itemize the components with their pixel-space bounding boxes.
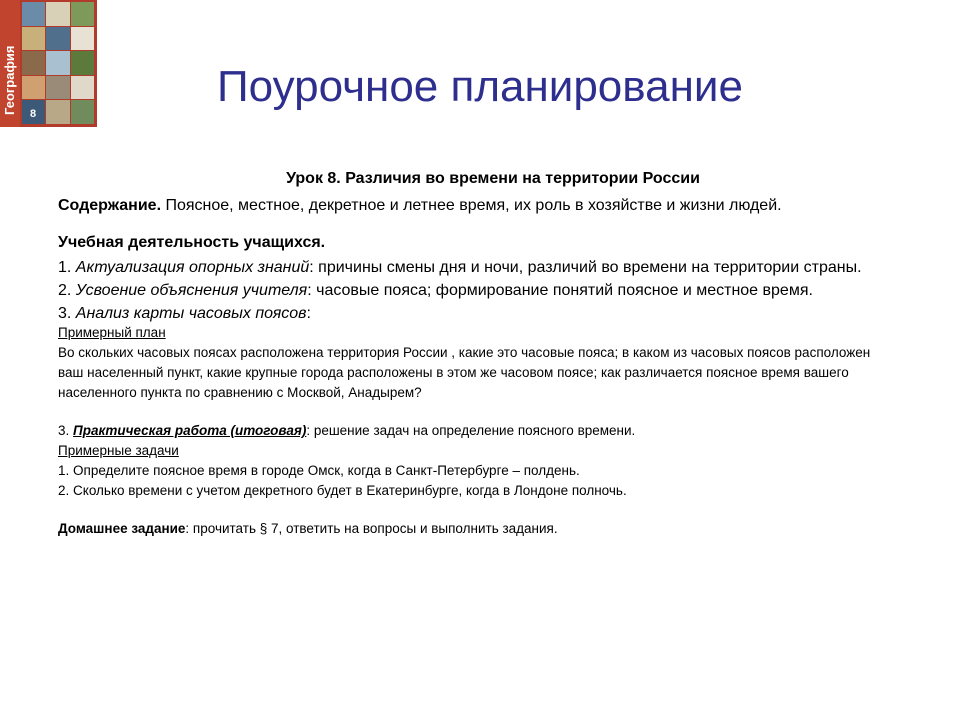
cover-photo-tile [22, 2, 45, 26]
content-paragraph [58, 196, 888, 215]
activity-item-1: 1. Актуализация опорных знаний: причины смены дня и ночи, различий во времени на территории страны. [58, 259, 862, 276]
task-item: 1. Определите поясное время в городе Омск, когда в Санкт-Петербурге – полдень. [58, 463, 580, 478]
sample-plan-label: Примерный план [58, 325, 166, 340]
activity-item-2: 2. Усвоение объяснения учителя: часовые пояса; формирование понятий поясное и местное время. [58, 282, 813, 299]
practical-work: 3. Практическая работа (итоговая): решение задач на определение поясного времени. [58, 423, 636, 438]
homework-label: Домашнее задание [58, 521, 186, 536]
lesson-plan-body [58, 170, 888, 539]
activity-heading: Учебная деятельность учащихся. [58, 234, 326, 251]
content-label: Содержание. [58, 197, 162, 214]
lesson-title: Урок 8. Различия во времени на территории России [286, 170, 700, 187]
task-item: 2. Сколько времени с учетом декретного будет в Екатеринбурге, когда в Лондоне полночь. [58, 483, 627, 498]
sample-tasks-label: Примерные задачи [58, 443, 179, 458]
content-text: Поясное, местное, декретное и летнее время, их роль в хозяйстве и жизни людей. [161, 197, 782, 214]
homework-text: : прочитать § 7, ответить на вопросы и выполнить задания. [185, 521, 558, 536]
cover-photo-tile [71, 2, 94, 26]
practical-work-label: Практическая работа (итоговая) [73, 423, 307, 438]
slide-title: Поурочное планирование [217, 62, 743, 111]
cover-photo-tile [46, 27, 69, 51]
activity-item-3: 3. Анализ карты часовых поясов: [58, 305, 311, 322]
cover-title: География [2, 45, 17, 115]
sample-plan-text: Во скольких часовых поясах расположена территория России , какие это часовые пояса; в каком из часовых поясов расположен ваш населенный пункт, какие крупные города расположены в этом же часовом поясе; как различается поясное время вашего населенного пункта по сравнению с Москвой, Анадырем? [58, 345, 871, 400]
activity-item-2-label: Усвоение объяснения учителя [75, 282, 308, 299]
cover-grade: 8 [30, 108, 37, 120]
activity-item-1-label: Актуализация опорных знаний [75, 259, 310, 276]
cover-photo-tile [71, 27, 94, 51]
cover-photo-tile [22, 27, 45, 51]
homework [58, 519, 888, 539]
activity-item-3-label: Анализ карты часовых поясов [75, 305, 307, 322]
cover-photo-tile [46, 2, 69, 26]
